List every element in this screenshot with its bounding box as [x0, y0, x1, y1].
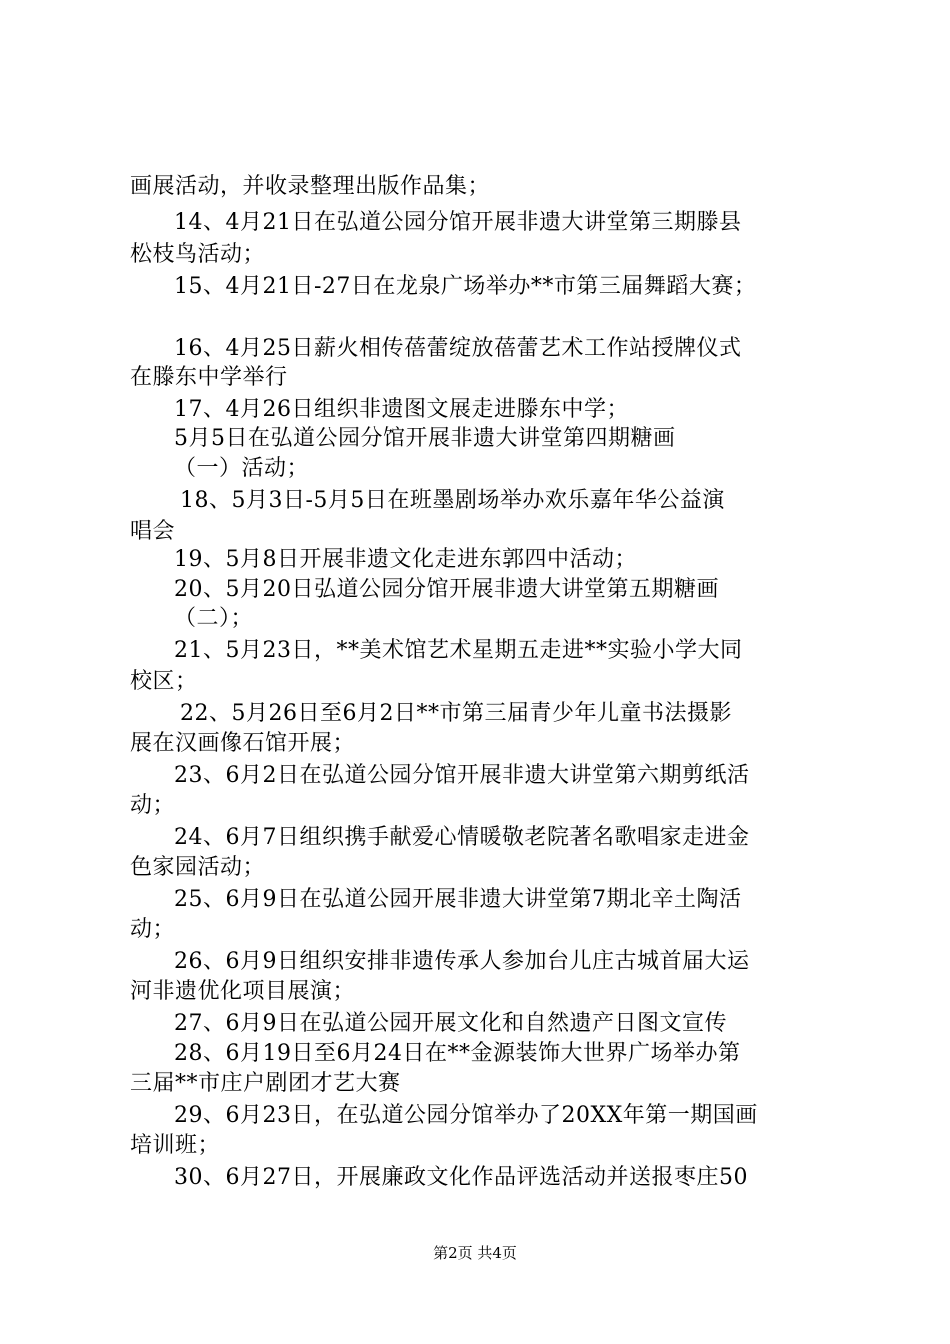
text-line: 24、6月7日组织携手献爱心情暖敬老院著名歌唱家走进金 [174, 825, 750, 850]
text-line: 29、6月23日，在弘道公园分馆举办了20XX年第一期国画 [174, 1103, 758, 1128]
text-line: 20、5月20日弘道公园分馆开展非遗大讲堂第五期糖画 [174, 577, 719, 602]
text-line: 三届**市庄户剧团才艺大赛 [130, 1071, 401, 1096]
text-line: 21、5月23日，**美术馆艺术星期五走进**实验小学大同 [174, 638, 743, 663]
text-line: 色家园活动； [130, 855, 266, 880]
text-line: 河非遗优化项目展演； [130, 979, 356, 1004]
text-line: 16、4月25日薪火相传蓓蕾绽放蓓蕾艺术工作站授牌仪式 [174, 336, 742, 361]
text-line: 画展活动，并收录整理出版作品集； [130, 174, 491, 199]
text-line: 松枝鸟活动； [130, 242, 266, 267]
text-line: 唱会 [130, 519, 176, 544]
text-line: 30、6月27日，开展廉政文化作品评选活动并送报枣庄50 [174, 1165, 748, 1190]
text-line: （二）； [174, 606, 254, 631]
text-line: 22、5月26日至6月2日**市第三届青少年儿童书法摄影 [180, 701, 732, 726]
text-line: 26、6月9日组织安排非遗传承人参加台儿庄古城首届大运 [174, 949, 750, 974]
text-line: 17、4月26日组织非遗图文展走进滕东中学； [174, 397, 629, 422]
text-line: 动； [130, 917, 176, 942]
text-line: 27、6月9日在弘道公园开展文化和自然遗产日图文宣传 [174, 1011, 727, 1036]
page-footer: 第2页 共4页 [433, 1244, 517, 1262]
text-line: 28、6月19日至6月24日在**金源装饰大世界广场举办第 [174, 1041, 741, 1066]
text-line: 15、4月21日-27日在龙泉广场举办**市第三届舞蹈大赛； [174, 274, 757, 299]
text-line: 23、6月2日在弘道公园分馆开展非遗大讲堂第六期剪纸活 [174, 763, 750, 788]
text-line: 25、6月9日在弘道公园开展非遗大讲堂第7期北辛土陶活 [174, 887, 742, 912]
text-line: 校区； [130, 669, 198, 694]
text-line: 18、5月3日-5月5日在班墨剧场举办欢乐嘉年华公益演 [180, 488, 725, 513]
text-line: （一）活动； [174, 456, 310, 481]
text-line: 5月5日在弘道公园分馆开展非遗大讲堂第四期糖画 [174, 426, 676, 451]
text-line: 19、5月8日开展非遗文化走进东郭四中活动； [174, 547, 637, 572]
text-line: 培训班； [130, 1133, 221, 1158]
text-line: 在滕东中学举行 [130, 365, 288, 390]
text-line: 展在汉画像石馆开展； [130, 731, 356, 756]
text-line: 动； [130, 793, 176, 818]
text-line: 14、4月21日在弘道公园分馆开展非遗大讲堂第三期滕县 [174, 210, 742, 235]
